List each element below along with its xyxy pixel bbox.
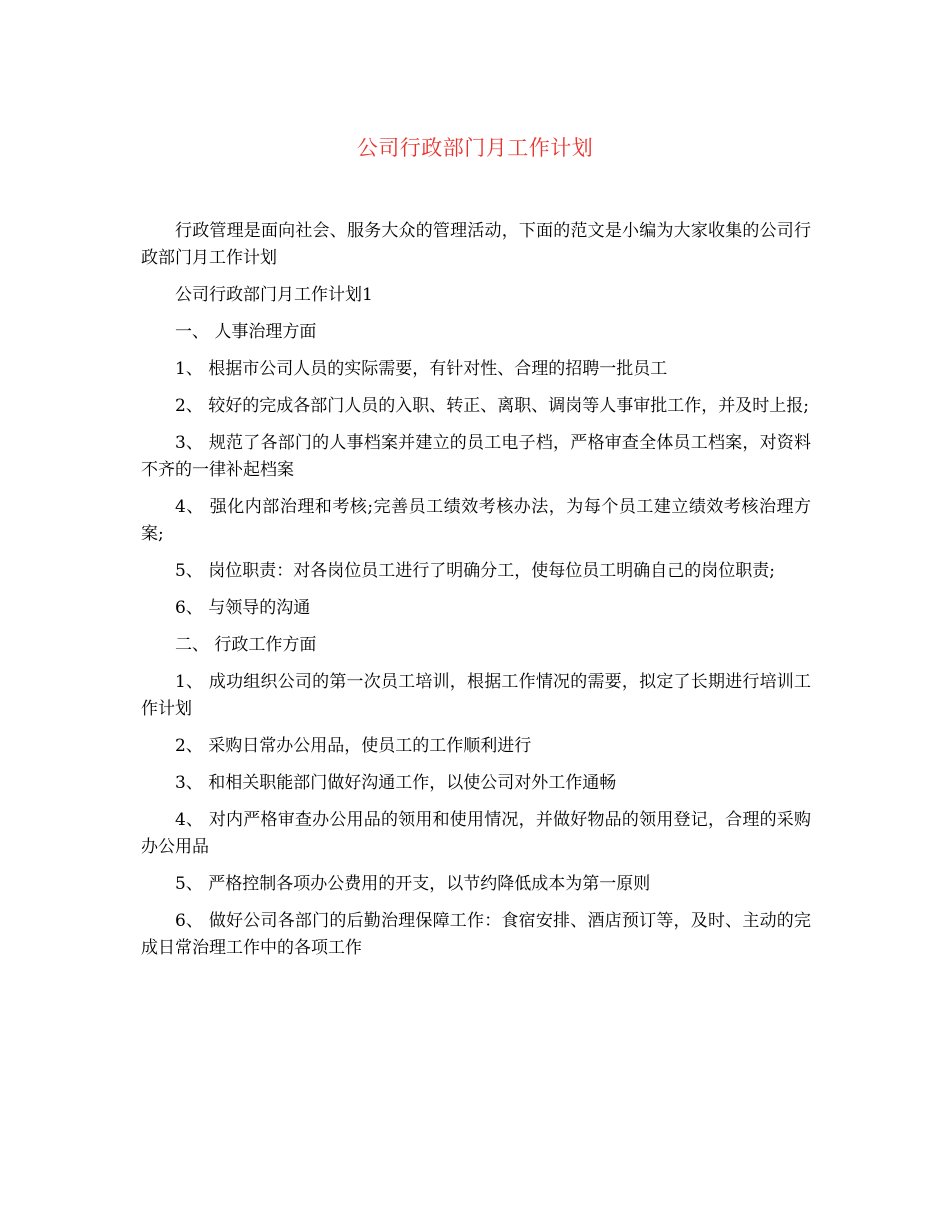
paragraph-intro: 行政管理是面向社会、服务大众的管理活动，下面的范文是小编为大家收集的公司行政部门月工作计划 (141, 221, 811, 268)
list-item: 2、 较好的完成各部门人员的入职、转正、离职、调岗等人事审批工作，并及时上报; (175, 396, 809, 416)
list-item: 1、 成功组织公司的第一次员工培训，根据工作情况的需要，拟定了长期进行培训工作计划 (141, 672, 811, 719)
list-item: 2、 采购日常办公用品，使员工的工作顺利进行 (175, 736, 532, 756)
list-item: 4、 强化内部治理和考核;完善员工绩效考核办法，为每个员工建立绩效考核治理方案; (141, 497, 811, 544)
list-item: 6、 做好公司各部门的后勤治理保障工作：食宿安排、酒店预订等，及时、主动的完成日常治理工作中的各项工作 (141, 911, 811, 958)
list-item: 6、 与领导的沟通 (175, 598, 311, 618)
list-item: 1、 根据市公司人员的实际需要，有针对性、合理的招聘一批员工 (175, 359, 668, 379)
section-heading-administration: 二、 行政工作方面 (175, 635, 317, 655)
list-item: 3、 规范了各部门的人事档案并建立的员工电子档，严格审查全体员工档案，对资料不齐的一律补起档案 (141, 433, 811, 480)
plan-heading: 公司行政部门月工作计划1 (175, 285, 373, 305)
list-item: 3、 和相关职能部门做好沟通工作，以使公司对外工作通畅 (175, 773, 617, 793)
list-item: 5、 岗位职责：对各岗位员工进行了明确分工，使每位员工明确自己的岗位职责; (175, 561, 775, 581)
list-item: 4、 对内严格审查办公用品的领用和使用情况，并做好物品的领用登记，合理的采购办公用品 (141, 810, 811, 857)
list-item: 5、 严格控制各项办公费用的开支，以节约降低成本为第一原则 (175, 874, 651, 894)
document-body (141, 218, 811, 972)
section-heading-personnel: 一、 人事治理方面 (175, 322, 317, 342)
document-title: 公司行政部门月工作计划 (356, 136, 594, 160)
